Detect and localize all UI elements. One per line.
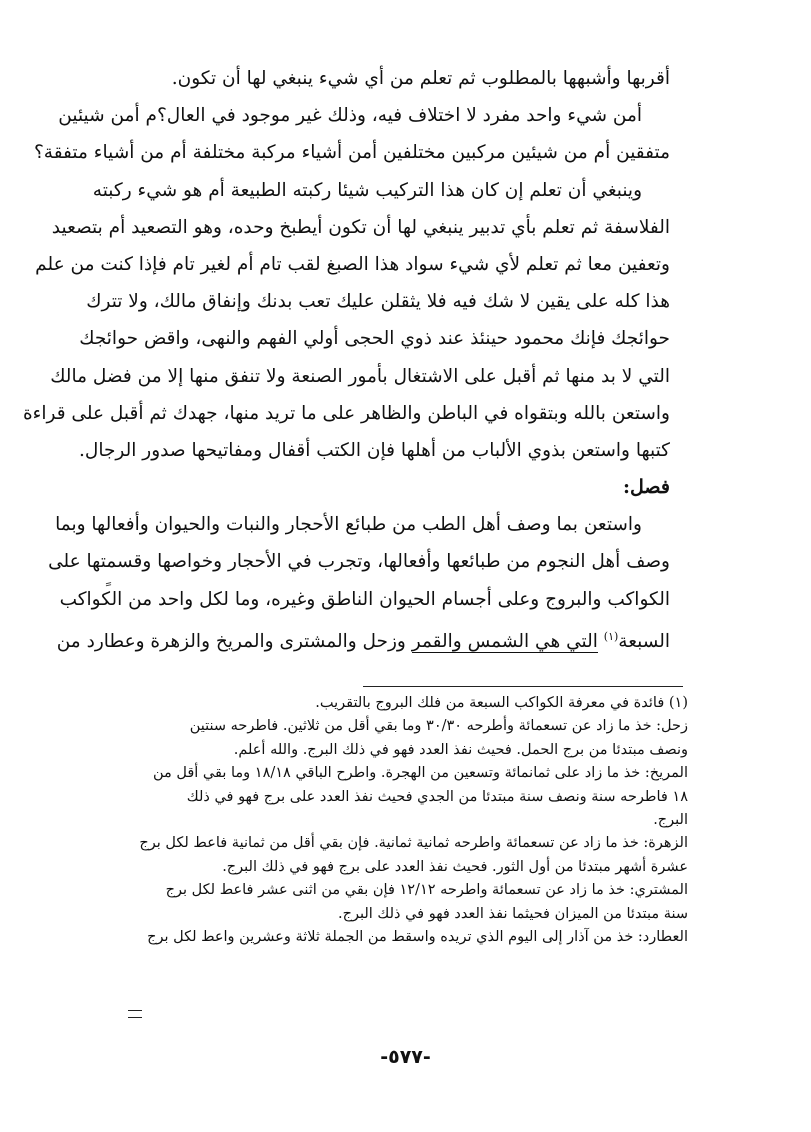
underlined-text: التي هي الشمس والقمر [411, 630, 598, 652]
footnote-line: (١) فائدة في معرفة الكواكب السبعة من فلك البروج بالتقريب. [315, 695, 688, 711]
main-text [22, 60, 670, 655]
footnote-reference[interactable]: (١) [603, 629, 619, 643]
footnote-line: ١٨ فاطرحه سنة ونصف سنة مبتدئا من الجدي فحيث نفذ العدد على برج فهو في ذلك [186, 788, 688, 805]
footnote-line: ونصف مبتدئا من برج الحمل. فحيث نفذ العدد فهو في ذلك البرج. والله أعلم. [233, 741, 688, 758]
text-line: متفقين أم من شيئين مركبين مختلفين أمن أشياء مركبة مختلفة أم من أشياء متفقة؟ [33, 142, 670, 164]
text-line: أقربها وأشبهها بالمطلوب ثم تعلم من أي شيء ينبغي لها أن تكون. [171, 68, 670, 89]
page-number: -٥٧٧- [380, 1046, 431, 1068]
text-line: الفلاسفة ثم تعلم بأي تدبير ينبغي لها أن تكون أيطبخ وحده، وهو التصعيد أم بتصعيد [51, 216, 670, 238]
footnote-line: الزهرة: خذ ما زاد عن تسعمائة واطرحه ثمانية ثمانية. فإن بقي أقل من ثمانية فاعط لكل برج [139, 835, 688, 852]
footnote-line: المريخ: خذ ما زاد على ثمانمائة وتسعين من الهجرة. واطرح الباقي ١٨/١٨ وما بقي أقل من [152, 765, 688, 782]
text-line: أمن شيء واحد مفرد لا اختلاف فيه، وذلك غير موجود في العال؟م أمن شيئين [58, 105, 642, 127]
continuation-mark [128, 1010, 142, 1018]
text-line-with-footnote [56, 618, 670, 655]
footnote-line: المشتري: خذ ما زاد عن تسعمائة واطرحه ١٢/١٢ فإن بقي من اثنى عشر فاعط لكل برج [165, 882, 688, 899]
footnote-line: عشرة أشهر مبتدئا من أول الثور. فحيث نفذ العدد على برج فهو في ذلك البرج. [222, 858, 688, 875]
text-segment: السبعة [618, 630, 670, 652]
text-line: واستعن بالله وبتقواه في الباطن والظاهر على ما تريد منها، جهدك ثم أقبل على قراءة [22, 402, 670, 424]
text-line: هذا كله على يقين لا شك فيه فلا يثقلن عليك تعب بدنك وإنفاق مالك، ولا تترك [86, 291, 670, 313]
section-heading: فصل: [623, 476, 670, 499]
footnote-line: سنة مبتدئا من الميزان فحيثما نفذ العدد فهو في ذلك البرج. [337, 905, 688, 922]
footnote-line: زحل: خذ ما زاد عن تسعمائة وأطرحه ٣٠/٣٠ وما بقي أقل من ثلاثين. فاطرحه سنتين [189, 718, 688, 735]
footnotes [128, 692, 688, 949]
footnote-line: البرج. [653, 811, 688, 828]
text-line: وصف أهل النجوم من طبائعها وأفعالها، وتجرب في الأحجار وخواصها وقسمتها على [48, 551, 670, 573]
text-segment: وزحل والمشترى والمريخ والزهرة وعطارد من [56, 630, 406, 652]
text-line: كتبها واستعن بذوي الألباب من أهلها فإن الكتب أقفال ومفاتيحها صدور الرجال. [79, 439, 670, 461]
text-line: حوائجك فإنك محمود حينئذ عند ذوي الحجى أولي الفهم والنهى، واقض حوائجك [79, 328, 670, 350]
text-line: واستعن بما وصف أهل الطب من طبائع الأحجار والنبات والحيوان وأفعالها وبما [55, 514, 642, 536]
footnote-line: العطارد: خذ من آذار إلى اليوم الذي تريده واسقط من الجملة ثلاثة وعشرين واعط لكل برج [147, 928, 688, 945]
text-line: التي لا بد منها ثم أقبل على الاشتغال بأمور الصنعة ولا تنفق منها إلا من فضل مالك [50, 365, 670, 387]
text-line: وينبغي أن تعلم إن كان هذا التركيب شيئا ركبته الطبيعة أم هو شيء ركبته [92, 179, 642, 201]
footnote-separator [363, 686, 683, 687]
text-line: وتعفين معا ثم تعلم لأي شيء سواد هذا الصبغ لقب تام أم لغير تام فإذا كنت من علم [35, 253, 670, 275]
text-line: الكواكب والبروج وعلى أجسام الحيوان الناطق وغيره، وما لكل واحد من الكواكب [59, 588, 670, 610]
